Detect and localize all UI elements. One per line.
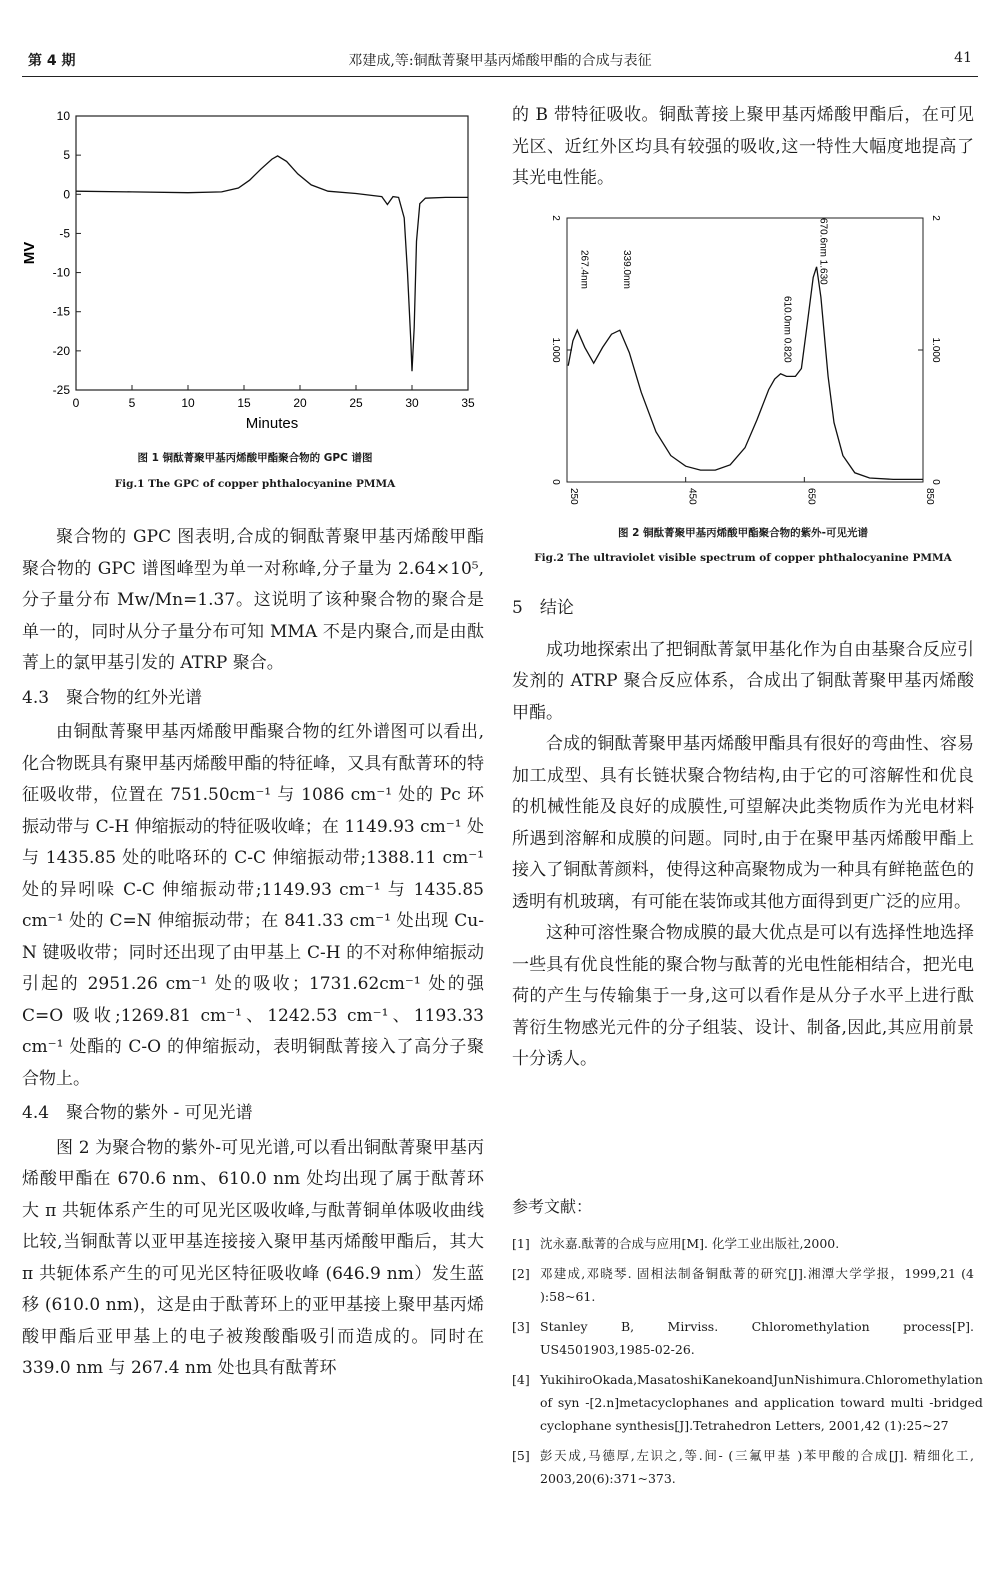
x-tick-label: 30	[405, 396, 419, 410]
y-tick-label-right: 0	[930, 479, 941, 485]
plot-frame	[76, 116, 468, 390]
peak-annotation: 670.6nm 1.630	[817, 218, 829, 285]
y-tick-label: -10	[52, 265, 70, 280]
y-tick-label: 5	[63, 148, 70, 163]
x-tick-label: 450	[686, 488, 698, 505]
header-rule	[22, 76, 978, 77]
paragraph: 成功地探索出了把铜酞菁氯甲基化作为自由基聚合反应引发剂的 ATRP 聚合反应体系，合成出了铜酞菁聚甲基丙烯酸甲酯。	[512, 639, 974, 723]
reference-number: [1]	[512, 1236, 530, 1251]
y-tick-label-right: 1.000	[930, 337, 941, 363]
figure-2-caption-en: Fig.2 The ultraviolet visible spectrum of copper phthalocyanine PMMA	[534, 552, 952, 564]
x-tick-label: 5	[128, 396, 136, 410]
reference-item	[512, 1232, 974, 1255]
section-heading: 5 结论	[512, 598, 574, 618]
reference-text: 彭天成,马德厚,左识之,等.间- (三氟甲基 )苯甲酸的合成[J]. 精细化工, 2003,20(6):371~373.	[540, 1448, 974, 1486]
figure-1-caption-en: Fig.1 The GPC of copper phthalocyanine PMMA	[114, 478, 396, 490]
figure-2-uv-vis-chart	[545, 210, 945, 515]
series-line	[568, 267, 923, 480]
y-axis-label: MV	[21, 241, 38, 265]
reference-number: [2]	[512, 1266, 530, 1281]
x-tick-label: 15	[237, 396, 251, 410]
x-tick-label: 10	[181, 396, 195, 410]
peak-annotation: 339.0nm	[620, 250, 632, 289]
peak-annotation: 610.0nm 0.820	[781, 296, 793, 363]
x-tick-label: 35	[461, 396, 475, 410]
y-tick-label: -5	[59, 226, 70, 241]
running-title: 邓建成,等:铜酞菁聚甲基丙烯酸甲酯的合成与表征	[348, 53, 652, 69]
series-line	[76, 156, 468, 371]
x-tick-label: 250	[568, 488, 579, 505]
figure-1-gpc-chart	[20, 100, 490, 445]
x-axis-label: Minutes	[245, 415, 299, 432]
y-tick-label: 0	[63, 187, 70, 202]
paragraph: 的 B 带特征吸收。铜酞菁接上聚甲基丙烯酸甲酯后，在可见光区、近红外区均具有较强的吸收,这一特性大幅度地提高了其光电性能。	[512, 105, 974, 188]
peak-annotation: 267.4nm	[578, 250, 590, 289]
reference-text: 沈永嘉.酞菁的合成与应用[M]. 化学工业出版社,2000.	[540, 1236, 840, 1251]
reference-text: 邓建成,邓晓琴. 固相法制备铜酞菁的研究[J].湘潭大学学报，1999,21 (4 ):58~61.	[540, 1266, 974, 1304]
running-header	[28, 50, 972, 74]
y-tick-label: -20	[52, 343, 70, 358]
y-tick-label-left: 2	[550, 215, 561, 221]
right-column	[512, 590, 974, 1076]
x-tick-label: 850	[924, 488, 935, 505]
reference-number: [4]	[512, 1372, 530, 1387]
plot-frame	[567, 218, 923, 482]
y-tick-label: -25	[52, 383, 70, 397]
paragraph: 由铜酞菁聚甲基丙烯酸甲酯聚合物的红外谱图可以看出,化合物既具有聚甲基丙烯酸甲酯的特征峰，又具有酞菁环的特征吸收带，位置在 751.50cm⁻¹ 与 1086 cm⁻¹ 处的 Pc 环振动带与 C-H 伸缩振动的特征吸收峰；在 1149.93 cm⁻¹ 处与 1435.85 处的吡咯环的 C-C 伸缩振动带;1388.11 cm⁻¹ 处的异吲哚 C-C 伸缩振动带;1149.93 cm⁻¹ 与 1435.85 cm⁻¹ 处的 C=N 伸缩振动带；在 841.33 cm⁻¹ 处出现 Cu-N 键吸收带；同时还出现了由甲基上 C-H 的不对称伸缩振动引起的 2951.26 cm⁻¹ 处的吸收；1731.62cm⁻¹ 处的强 C=O 吸收;1269.81 cm⁻¹、1242.53 cm⁻¹、1193.33 cm⁻¹ 处酯的 C-O 的伸缩振动，表明铜酞菁接入了高分子聚合物上。	[22, 722, 484, 1089]
paragraph: 合成的铜酞菁聚甲基丙烯酸甲酯具有很好的弯曲性、容易加工成型、具有长链状聚合物结构,由于它的可溶解性和优良的机械性能及良好的成膜性,可望解决此类物质作为光电材料所遇到溶解和成膜的问题。同时,由于在聚甲基丙烯酸甲酯上接入了铜酞菁颜料，使得这种高聚物成为一种具有鲜艳蓝色的透明有机玻璃，有可能在装饰或其他方面得到更广泛的应用。	[512, 734, 974, 912]
left-column	[22, 522, 484, 1385]
figure-1-caption-cn: 图 1 铜酞菁聚甲基丙烯酸甲酯聚合物的 GPC 谱图	[137, 452, 373, 464]
reference-item	[512, 1368, 983, 1437]
right-column-top	[512, 100, 974, 195]
paragraph: 聚合物的 GPC 图表明,合成的铜酞菁聚甲基丙烯酸甲酯聚合物的 GPC 谱图峰型为单一对称峰,分子量为 2.64×10⁵,分子量分布 Mw/Mn=1.37。这说明了该种聚合物的聚合是单一的，同时从分子量分布可知 MMA 不是内聚合,而是由酞菁上的氯甲基引发的 ATRP 聚合。	[22, 527, 484, 673]
figure-2-caption-cn: 图 2 铜酞菁聚甲基丙烯酸甲酯聚合物的紫外-可见光谱	[618, 527, 868, 539]
references-title: 参考文献：	[512, 1197, 593, 1216]
y-tick-label-left: 1.000	[550, 337, 561, 363]
x-tick-label: 20	[293, 396, 307, 410]
section-heading: 4.4 聚合物的紫外 - 可见光谱	[22, 1103, 253, 1123]
reference-item	[512, 1262, 974, 1308]
y-tick-label-right: 2	[930, 215, 941, 221]
x-tick-label: 0	[72, 396, 80, 410]
section-heading: 4.3 聚合物的红外光谱	[22, 687, 203, 708]
reference-item	[512, 1444, 974, 1490]
references	[512, 1195, 983, 1497]
x-tick-label: 650	[805, 488, 817, 505]
reference-text: YukihiroOkada,MasatoshiKanekoandJunNishimura.Chloromethylation of syn -[2.n]metacyclophanes and application toward multi -bridged cyclophane synthesis[J].Tetrahedron Letters, 2001,42 (1):25~27	[540, 1372, 983, 1433]
reference-item	[512, 1315, 974, 1361]
reference-text: Stanley B, Mirviss. Chloromethylation process[P]. US4501903,1985-02-26.	[540, 1319, 974, 1357]
x-tick-label: 25	[349, 396, 363, 410]
reference-number: [5]	[512, 1448, 530, 1463]
reference-number: [3]	[512, 1319, 530, 1334]
y-tick-label-left: 0	[550, 479, 561, 485]
paragraph: 这种可溶性聚合物成膜的最大优点是可以有选择性地选择一些具有优良性能的聚合物与酞菁的光电性能相结合，把光电荷的产生与传输集于一身,这可以看作是从分子水平上进行酞菁衍生物感光元件的分子组装、设计、制备,因此,其应用前景十分诱人。	[512, 923, 974, 1069]
paragraph: 图 2 为聚合物的紫外-可见光谱,可以看出铜酞菁聚甲基丙烯酸甲酯在 670.6 nm、610.0 nm 处均出现了属于酞菁环大 π 共轭体系产生的可见光区吸收峰,与酞菁铜单体吸收曲线比较,当铜酞菁以亚甲基连接接入聚甲基丙烯酸甲酯后，其大 π 共轭体系产生的可见光区特征吸收峰 (646.9 nm）发生蓝移 (610.0 nm)，这是由于酞菁环上的亚甲基接上聚甲基丙烯酸甲酯后亚甲基上的电子被羧酸酯吸引而造成的。同时在 339.0 nm 与 267.4 nm 处也具有酞菁环	[22, 1137, 484, 1378]
page-number: 41	[954, 50, 972, 66]
y-tick-label: -15	[52, 304, 70, 319]
y-tick-label: 10	[56, 109, 70, 123]
issue-number: 第 4 期	[28, 53, 76, 69]
